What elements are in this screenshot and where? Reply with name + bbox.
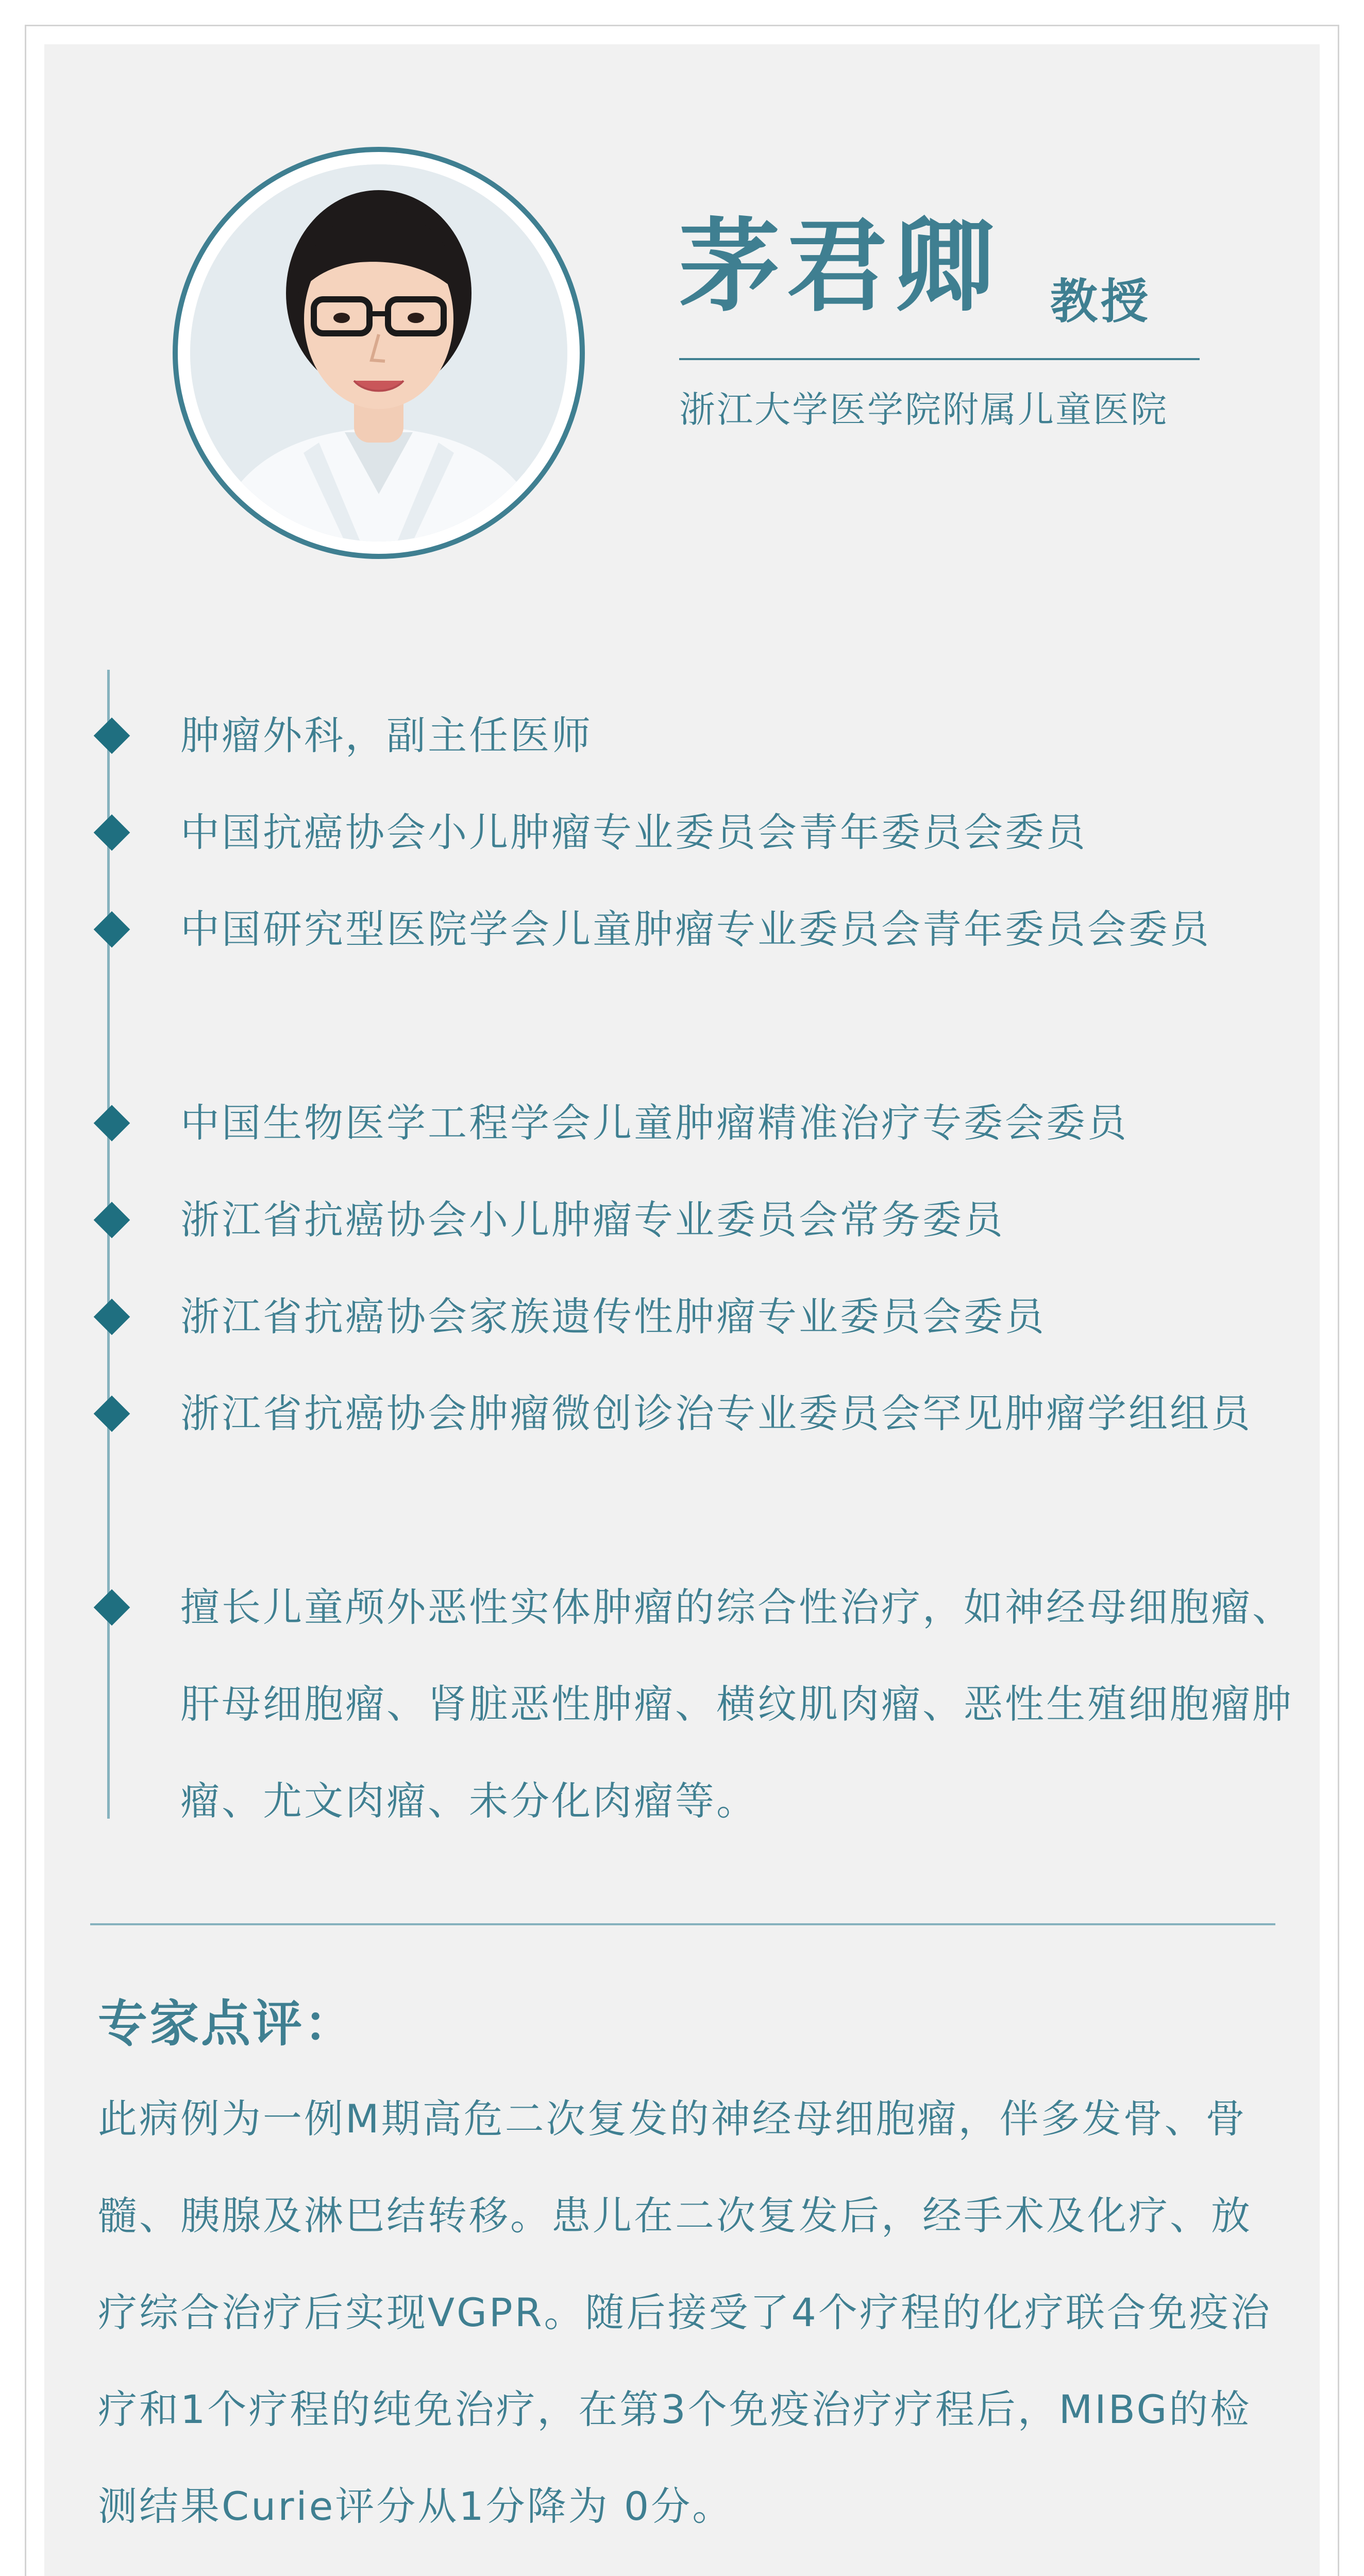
comment-paragraph xyxy=(98,2555,1278,2576)
bullet-item: 肿瘤外科，副主任医师 xyxy=(180,713,593,758)
comment-heading: 专家点评： xyxy=(98,1995,356,2053)
bullet-item: 浙江省抗癌协会家族遗传性肿瘤专业委员会委员 xyxy=(180,1294,1046,1340)
bullet-item: 中国抗癌协会小儿肿瘤专业委员会青年委员会委员 xyxy=(180,809,1087,855)
comment-paragraph: 此病例为一例M期高危二次复发的神经母细胞瘤，伴多发骨、骨髓、胰腺及淋巴结转移。患儿在二次复发后，经手术及化疗、放疗综合治疗后实现VGPR。随后接受了4个疗程的化疗联合免疫治疗和1个疗程的纯免治疗，在第3个免疫治疗疗程后，MIBG的检测结果Curie评分从1分降为 0分。 xyxy=(98,2096,1272,2529)
doctor-title: 教授 xyxy=(1050,274,1152,329)
portrait-illustration xyxy=(190,164,567,541)
bullet-item: 中国研究型医院学会儿童肿瘤专业委员会青年委员会委员 xyxy=(180,906,1211,952)
bullet-item: 浙江省抗癌协会小儿肿瘤专业委员会常务委员 xyxy=(180,1197,1005,1243)
section-divider xyxy=(90,1923,1275,1925)
bullet-item: 中国生物医学工程学会儿童肿瘤精准治疗专委会委员 xyxy=(180,1100,1129,1146)
header-divider xyxy=(679,358,1200,360)
doctor-portrait xyxy=(190,164,567,541)
bullet-item: 擅长儿童颅外恶性实体肿瘤的综合性治疗，如神经母细胞瘤、肝母细胞瘤、肾脏恶性肿瘤、横纹肌肉瘤、恶性生殖细胞瘤肿瘤、尤文肉瘤、未分化肉瘤等。 xyxy=(180,1584,1293,1824)
avatar xyxy=(173,147,585,559)
doctor-name: 茅君卿 xyxy=(679,208,1001,326)
bullet-item: 浙江省抗癌协会肿瘤微创诊治专业委员会罕见肿瘤学组组员 xyxy=(180,1391,1252,1436)
hospital-name: 浙江大学医学院附属儿童医院 xyxy=(679,388,1168,431)
